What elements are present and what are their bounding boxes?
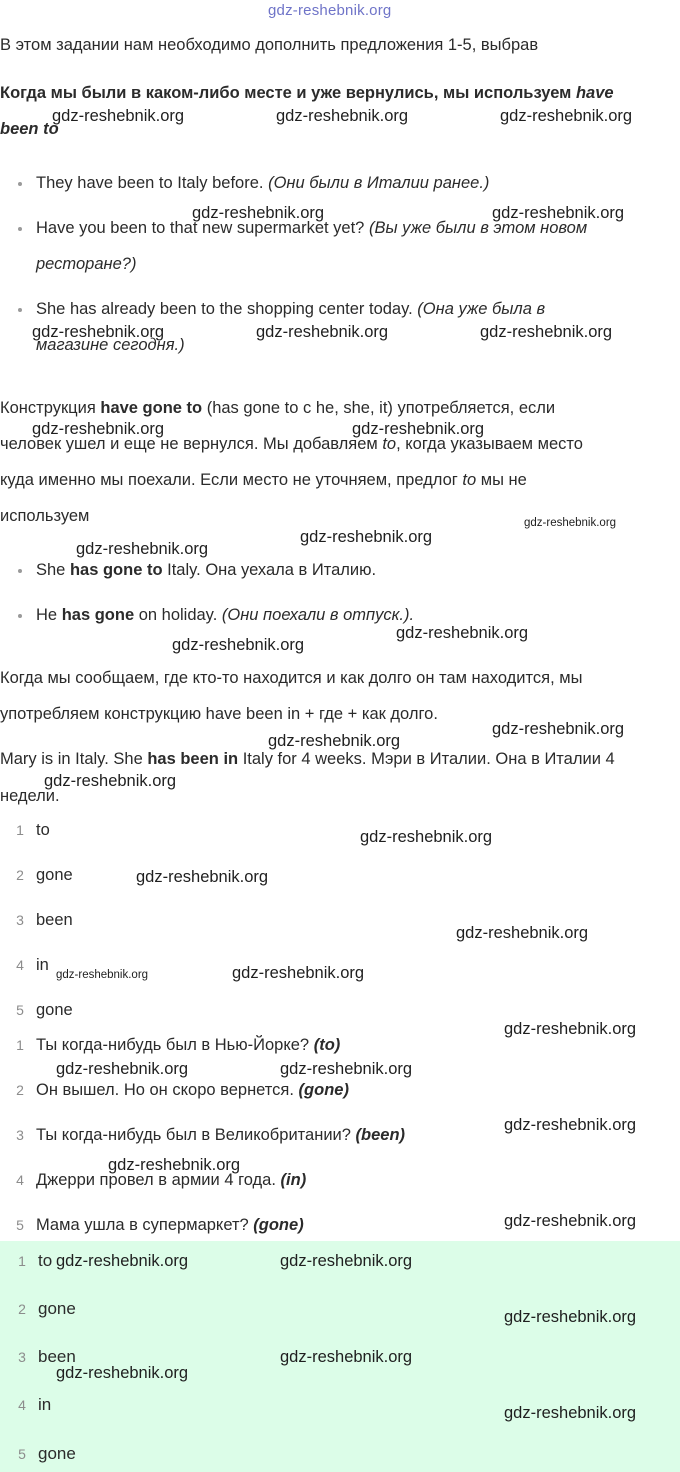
example-text: She has already been to the shopping center today.	[36, 300, 418, 318]
watermark: gdz-reshebnik.org	[76, 540, 209, 558]
final-answer: in	[38, 1395, 52, 1414]
sentence-answer: (gone)	[298, 1081, 349, 1099]
watermark: gdz-reshebnik.org	[52, 107, 185, 125]
sentence-item	[36, 1215, 304, 1235]
watermark: gdz-reshebnik.org	[480, 323, 613, 341]
watermark: gdz-reshebnik.org	[492, 720, 625, 738]
section2-line4: используем	[0, 507, 90, 525]
text: on holiday.	[134, 606, 222, 624]
example-translation: (Они были в Италии ранее.)	[268, 174, 490, 192]
text: Italy for 4 weeks. Мэри в Италии. Она в Италии 4	[238, 750, 615, 768]
list-number: 1	[18, 1253, 26, 1269]
bullet-dot	[18, 182, 22, 186]
answer-item: in	[36, 956, 49, 974]
section1-heading	[0, 83, 614, 103]
list-number: 3	[16, 1127, 24, 1143]
bold-term: has been in	[147, 750, 239, 768]
sentence-answer: (been)	[355, 1126, 406, 1144]
example-text: They have been to Italy before.	[36, 174, 269, 192]
watermark: gdz-reshebnik.org	[32, 420, 165, 438]
list-number: 2	[18, 1301, 26, 1317]
example-gone-2	[36, 605, 414, 625]
list-number: 1	[16, 1037, 24, 1053]
bold-term: has gone to	[69, 561, 163, 579]
section3-example-line2: недели.	[0, 787, 60, 805]
example-2-line2	[36, 254, 136, 274]
example-gone-1	[36, 560, 376, 580]
answer-item: to	[36, 821, 50, 839]
heading-em: have	[575, 84, 614, 102]
list-number: 4	[18, 1397, 26, 1413]
watermark: gdz-reshebnik.org	[492, 204, 625, 222]
watermark-top: gdz-reshebnik.org	[268, 2, 392, 19]
list-number: 2	[16, 867, 24, 883]
em-term: to	[382, 435, 397, 453]
heading-em-2: been to	[0, 120, 59, 138]
bold-term: has gone	[61, 606, 135, 624]
bullet-dot	[18, 227, 22, 231]
watermark: gdz-reshebnik.org	[56, 969, 149, 981]
sentence-text: Мама ушла в супермаркет?	[36, 1216, 254, 1234]
watermark: gdz-reshebnik.org	[44, 772, 177, 790]
list-number: 1	[16, 822, 24, 838]
watermark: gdz-reshebnik.org	[504, 1116, 637, 1134]
watermark: gdz-reshebnik.org	[280, 1348, 413, 1366]
text: куда именно мы поехали. Если место не уточняем, предлог	[0, 471, 463, 489]
example-text: Have you been to that new supermarket yet?	[36, 219, 369, 237]
bullet-dot	[18, 569, 22, 573]
answer-item: gone	[36, 866, 73, 884]
example-translation: (Вы уже были в этом новом	[368, 219, 588, 237]
text: Конструкция	[0, 399, 101, 417]
list-number: 3	[16, 912, 24, 928]
watermark: gdz-reshebnik.org	[280, 1060, 413, 1078]
watermark: gdz-reshebnik.org	[232, 964, 365, 982]
watermark: gdz-reshebnik.org	[300, 528, 433, 546]
section2-line1	[0, 398, 555, 418]
watermark: gdz-reshebnik.org	[108, 1156, 241, 1174]
watermark: gdz-reshebnik.org	[192, 204, 325, 222]
final-answer: been	[38, 1347, 76, 1366]
example-translation-2: магазине сегодня.)	[36, 336, 185, 354]
section2-line3	[0, 470, 527, 490]
section3-line2: употребляем конструкцию have been in + где + как долго.	[0, 705, 438, 723]
text: He	[36, 606, 62, 624]
text: мы не	[476, 471, 527, 489]
list-number: 4	[16, 1172, 24, 1188]
sentence-item	[36, 1125, 405, 1145]
list-number: 5	[18, 1446, 26, 1462]
watermark: gdz-reshebnik.org	[280, 1252, 413, 1270]
bullet-dot	[18, 614, 22, 618]
bullet-dot	[18, 308, 22, 312]
watermark: gdz-reshebnik.org	[456, 924, 589, 942]
section3-line1: Когда мы сообщаем, где кто-то находится и как долго он там находится, мы	[0, 669, 583, 687]
watermark: gdz-reshebnik.org	[360, 828, 493, 846]
final-answer: to	[38, 1251, 53, 1270]
bold-term: have gone to	[100, 399, 203, 417]
sentence-text: Ты когда-нибудь был в Нью-Йорке?	[36, 1036, 314, 1054]
watermark: gdz-reshebnik.org	[136, 868, 269, 886]
sentence-item	[36, 1035, 340, 1055]
watermark: gdz-reshebnik.org	[504, 1308, 637, 1326]
sentence-answer: (to)	[313, 1036, 341, 1054]
watermark: gdz-reshebnik.org	[352, 420, 485, 438]
section1-heading-line2	[0, 119, 59, 139]
watermark: gdz-reshebnik.org	[504, 1212, 637, 1230]
text: человек ушел и еще не вернулся. Мы добавляем	[0, 435, 383, 453]
sentence-answer: (in)	[280, 1171, 307, 1189]
final-answer: gone	[38, 1299, 76, 1318]
sentence-item	[36, 1080, 349, 1100]
text: She	[36, 561, 70, 579]
watermark: gdz-reshebnik.org	[396, 624, 529, 642]
watermark: gdz-reshebnik.org	[32, 323, 165, 341]
watermark: gdz-reshebnik.org	[504, 1020, 637, 1038]
section3-example	[0, 749, 615, 769]
list-number: 5	[16, 1002, 24, 1018]
intro-text: В этом задании нам необходимо дополнить предложения 1-5, выбрав	[0, 36, 539, 54]
watermark: gdz-reshebnik.org	[504, 1404, 637, 1422]
example-translation: (Она уже была в	[417, 300, 546, 318]
heading-part: Когда мы были в каком-либо месте и уже вернулись, мы используем	[0, 84, 576, 102]
watermark: gdz-reshebnik.org	[276, 107, 409, 125]
watermark: gdz-reshebnik.org	[172, 636, 305, 654]
list-number: 4	[16, 957, 24, 973]
answer-item: been	[36, 911, 73, 929]
text: , когда указываем место	[396, 435, 583, 453]
text: Italy. Она уехала в Италию.	[162, 561, 377, 579]
sentence-text: Ты когда-нибудь был в Великобритании?	[36, 1126, 356, 1144]
final-answer: gone	[38, 1444, 76, 1463]
watermark: gdz-reshebnik.org	[268, 732, 401, 750]
watermark: gdz-reshebnik.org	[500, 107, 633, 125]
watermark: gdz-reshebnik.org	[256, 323, 389, 341]
example-translation-2: ресторане?)	[36, 255, 137, 273]
watermark: gdz-reshebnik.org	[56, 1060, 189, 1078]
em-term: to	[462, 471, 477, 489]
example-1	[36, 173, 489, 193]
watermark: gdz-reshebnik.org	[56, 1364, 189, 1382]
sentence-text: Он вышел. Но он скоро вернется.	[36, 1081, 299, 1099]
example-3	[36, 299, 545, 319]
em-translation: (Они поехали в отпуск.).	[221, 606, 415, 624]
answer-item: gone	[36, 1001, 73, 1019]
watermark: gdz-reshebnik.org	[524, 517, 617, 529]
sentence-answer: (gone)	[253, 1216, 304, 1234]
text: Mary is in Italy. She	[0, 750, 148, 768]
sentence-text: Джерри провел в армии 4 года.	[36, 1171, 281, 1189]
list-number: 3	[18, 1349, 26, 1365]
list-number: 2	[16, 1082, 24, 1098]
text: (has gone to с he, she, it) употребляется, если	[202, 399, 556, 417]
watermark: gdz-reshebnik.org	[56, 1252, 189, 1270]
list-number: 5	[16, 1217, 24, 1233]
